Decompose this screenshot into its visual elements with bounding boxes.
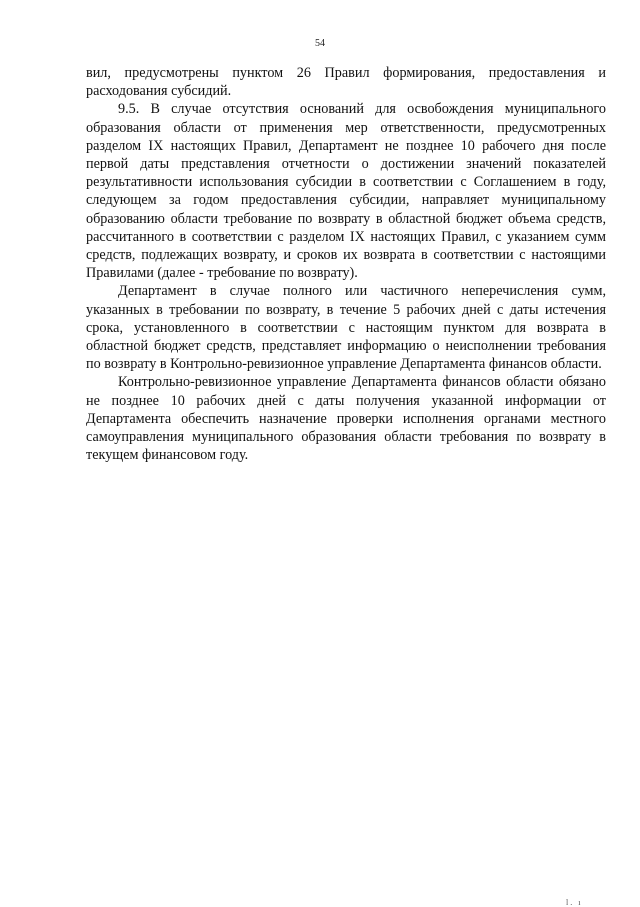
paragraph-clause-9-5: 9.5. В случае отсутствия оснований для освобождения муниципального образования области от применения мер ответственности, предусмотренных разделом IX настоящих Правил, Департамент не позднее 10 рабочего дня после первой даты представления отчетности о достижении значений показателей результативности использования субсидии в соответствии с Соглашением в году, следующем за годом предоставления субсидии, направляет муниципальному образованию области требование по возврату в областной бюджет объема средств, рассчитанного в соответствии с разделом IX настоящих Правил, с указанием сумм средств, подлежащих возврату, и сроков их возврата в соответствии с настоящими Правилами (далее - требование по возврату).	[86, 101, 606, 282]
document-body	[86, 64, 606, 464]
paragraph-department-non-transfer: Департамент в случае полного или частичного неперечисления сумм, указанных в требовании по возврату, в течение 5 рабочих дней с даты истечения срока, установленного в соответствии с настоящим пунктом для возврата в областной бюджет средств, представляет информацию о неисполнении требования по возврату в Контрольно-ревизионное управление Департамента финансов области.	[86, 283, 606, 373]
paragraph-audit-department: Контрольно-ревизионное управление Департамента финансов области обязано не позднее 10 рабочих дней с даты получения указанной информации от Департамента обеспечить назначение проверки исполнения органами местного самоуправления муниципального образования области требования по возврату в текущем финансовом году.	[86, 374, 606, 464]
page-number: 54	[315, 38, 325, 49]
paragraph-continuation: вил, предусмотрены пунктом 26 Правил формирования, предоставления и расходования субсидий.	[86, 65, 606, 100]
scan-corner-mark: l. ı	[566, 898, 583, 907]
